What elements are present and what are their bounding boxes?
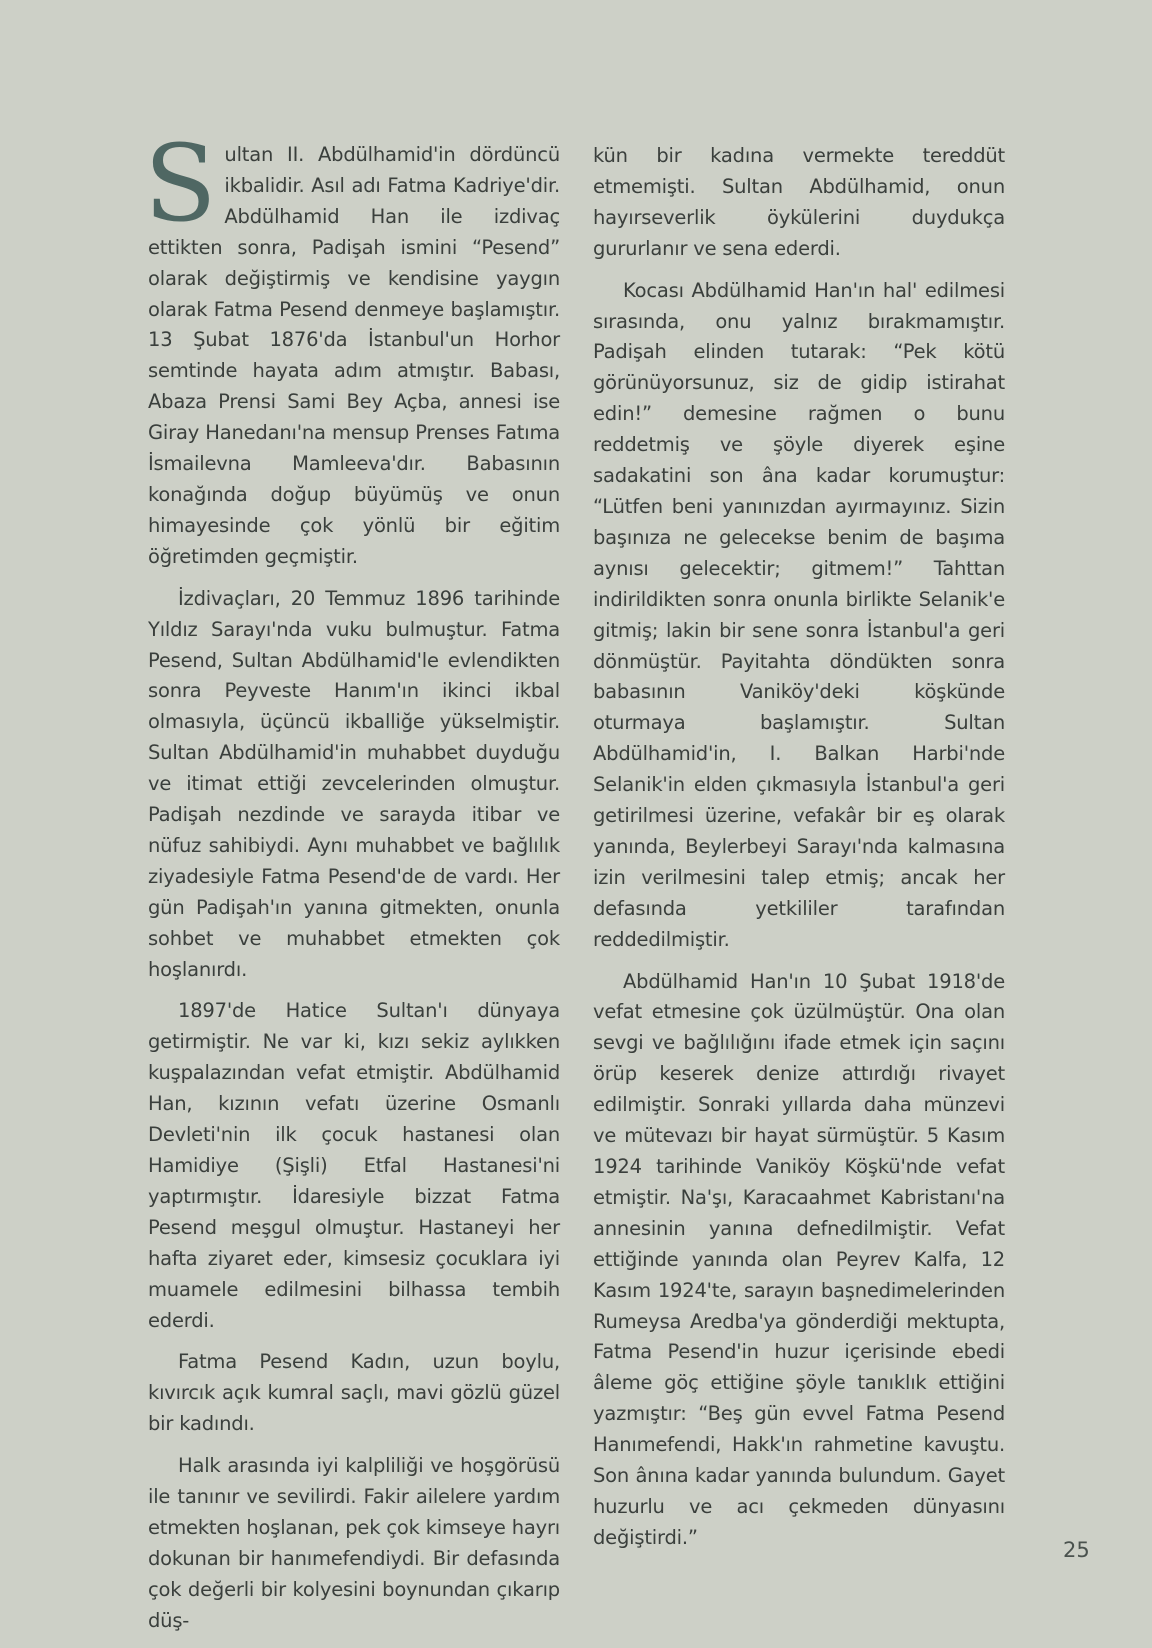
paragraph-6: kün bir kadına vermekte tereddüt etmemişti. Sultan Abdülhamid, onun hayırseverlik öykülerini duydukça gururlanır ve sena ederdi. <box>593 144 1005 260</box>
drop-cap: S <box>144 122 217 245</box>
paragraph-3: 1897'de Hatice Sultan'ı dünyaya getirmiştir. Ne var ki, kızı sekiz aylıkken kuşpalazından vefat etmiştir. Abdülhamid Han, kızının vefatı üzerine Osmanlı Devleti'nin ilk çocuk hastanesi olan Hamidiye (Şişli) Etfal Hastanesi'ni yaptırmıştır. İdaresiyle bizzat Fatma Pesend meşgul olmuştur. Hastaneyi her hafta ziyaret eder, kimsesiz çocuklara iyi muamele edilmesini bilhassa tembih ederdi. <box>148 999 560 1332</box>
right-text-column <box>593 141 1005 1565</box>
paragraph-8: Abdülhamid Han'ın 10 Şubat 1918'de vefat etmesine çok üzülmüştür. Ona olan sevgi ve bağlılığını ifade etmek için saçını örüp keserek denize attırdığı rivayet edilmiştir. Sonraki yıllarda daha münzevi ve mütevazı bir hayat sürmüştür. 5 Kasım 1924 tarihinde Vaniköy Köşkü'nde vefat etmiştir. Na'şı, Karacaahmet Kabristanı'na annesinin yanına defnedilmiştir. Vefat ettiğinde yanında olan Peyrev Kalfa, 12 Kasım 1924'te, sarayın başnedimelerinden Rumeysa Aredba'ya gönderdiği mektupta, Fatma Pesend'in huzur içerisinde ebedi âleme göç ettiğine şöyle tanıklık ettiğini yazmıştır: “Beş gün evvel Fatma Pesend Hanımefendi, Hakk'ın rahmetine kavuştu. Son ânına kadar yanında bulundum. Gayet huzurlu ve acı çekmeden dünyasını değiştirdi.” <box>593 969 1005 1549</box>
paragraph-2: İzdivaçları, 20 Temmuz 1896 tarihinde Yıldız Sarayı'nda vuku bulmuştur. Fatma Pesend, Sultan Abdülhamid'le evlendikten sonra Peyveste Hanım'ın ikinci ikbal olmasıyla, üçüncü ikballiğe yükselmiştir. Sultan Abdülhamid'in muhabbet duyduğu ve itimat ettiği zevcelerinden olmuştur. Padişah nezdinde ve sarayda itibar ve nüfuz sahibiydi. Aynı muhabbet ve bağlılık ziyadesiyle Fatma Pesend'de de vardı. Her gün Padişah'ın yanına gitmekten, onunla sohbet ve muhabbet etmekten çok hoşlanırdı. <box>148 586 560 981</box>
left-text-column <box>144 122 560 1648</box>
paragraph-1 <box>144 122 560 573</box>
paragraph-7: Kocası Abdülhamid Han'ın hal' edilmesi sırasında, onu yalnız bırakmamıştır. Padişah elinden tutarak: “Pek kötü görünüyorsunuz, siz de gidip istirahat edin!” demesine rağmen o bunu reddetmiş ve şöyle diyerek eşine sadakatini son âna kadar korumuştur: “Lütfen beni yanınızdan ayırmayınız. Sizin başınıza ne gelecekse benim de başıma aynısı gelecektir; gitmem!” Tahttan indirildikten sonra onunla birlikte Selanik'e gitmiş; lakin bir sene sonra İstanbul'a geri dönmüştür. Payitahta döndükten sonra babasının Vaniköy'deki köşkünde oturmaya başlamıştır. Sultan Abdülhamid'in, I. Balkan Harbi'nde Selanik'in elden çıkmasıyla İstanbul'a geri getirilmesi üzerine, vefakâr bir eş olarak yanında, Beylerbeyi Sarayı'nda kalmasına izin verilmesini talep etmiş; ancak her defasında yetkililer tarafından reddedilmiştir. <box>593 278 1005 951</box>
paragraph-4: Fatma Pesend Kadın, uzun boylu, kıvırcık açık kumral saçlı, mavi gözlü güzel bir kadındı. <box>148 1350 560 1436</box>
paragraph-1-text: ultan II. Abdülhamid'in dördüncü ikbalidir. Asıl adı Fatma Kadriye'dir. Abdülhamid Han ile izdivaç ettikten sonra, Padişah ismini “Pesend” olarak değiştirmiş ve kendisine yaygın olarak Fatma Pesend denmeye başlamıştır. 13 Şubat 1876'da İstanbul'un Horhor semtinde hayata adım atmıştır. Babası, Abaza Prensi Sami Bey Açba, annesi ise Giray Hanedanı'na mensup Prenses Fatıma İsmailevna Mamleeva'dır. Babasının konağında doğup büyümüş ve onun himayesinde çok yönlü bir eğitim öğretimden geçmiştir. <box>148 143 560 568</box>
paragraph-5: Halk arasında iyi kalpliliği ve hoşgörüsü ile tanınır ve sevilirdi. Fakir ailelere yardım etmekten hoşlanan, pek çok kimseye hayrı dokunan bir hanımefendiydi. Bir defasında çok değerli bir kolyesini boynundan çıkarıp düş- <box>148 1454 560 1632</box>
page-number: 25 <box>1063 1538 1090 1562</box>
